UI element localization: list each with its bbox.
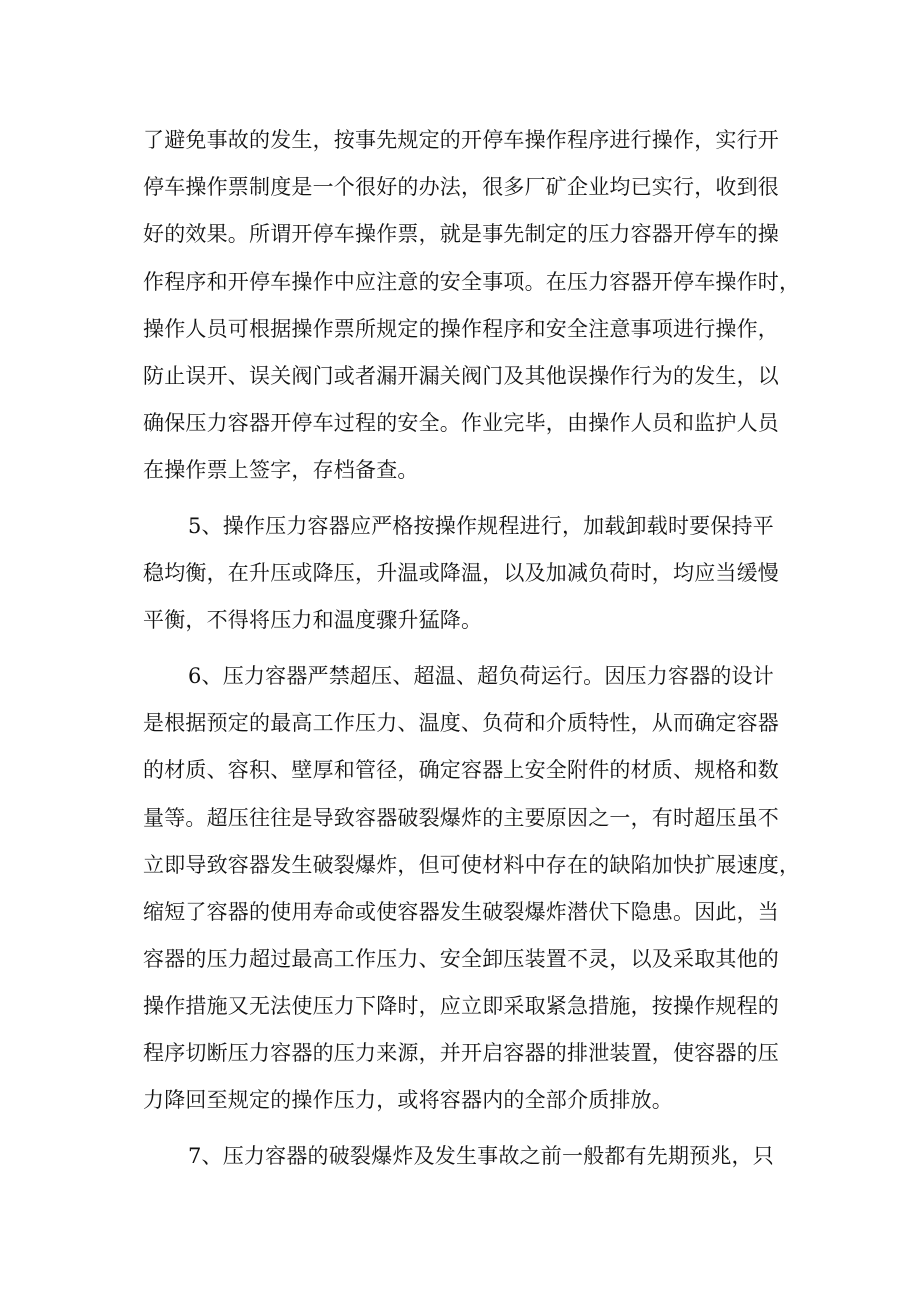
text-line: 在操作票上签字，存档备查。 bbox=[143, 458, 419, 482]
text-line: 操作人员可根据操作票所规定的操作程序和安全注意事项进行操作， bbox=[143, 317, 779, 341]
text-line: 力降回至规定的操作压力，或将容器内的全部介质排放。 bbox=[143, 1088, 673, 1112]
text-line: 是根据预定的最高工作压力、温度、负荷和介质特性，从而确定容器 bbox=[143, 711, 779, 735]
text-line: 平衡，不得将压力和温度骤升猛降。 bbox=[143, 608, 483, 632]
text-line: 了避免事故的发生，按事先规定的开停车操作程序进行操作，实行开 bbox=[143, 128, 779, 152]
text-line: 量等。超压往往是导致容器破裂爆炸的主要原因之一，有时超压虽不 bbox=[143, 806, 779, 830]
text-line: 好的效果。所谓开停车操作票，就是事先制定的压力容器开停车的操 bbox=[143, 222, 779, 246]
text-line: 的材质、容积、壁厚和管径，确定容器上安全附件的材质、规格和数 bbox=[143, 758, 779, 782]
text-line: 稳均衡，在升压或降压，升温或降温，以及加减负荷时，均应当缓慢 bbox=[143, 561, 779, 585]
text-line: 作程序和开停车操作中应注意的安全事项。在压力容器开停车操作时， bbox=[143, 270, 801, 294]
text-line: 停车操作票制度是一个很好的办法，很多厂矿企业均已实行，收到很 bbox=[143, 175, 779, 199]
paragraph-5-first-line: 5、操作压力容器应严格按操作规程进行，加载卸载时要保持平 bbox=[188, 514, 774, 538]
text-line: 缩短了容器的使用寿命或使容器发生破裂爆炸潜伏下隐患。因此，当 bbox=[143, 900, 779, 924]
text-line: 程序切断压力容器的压力来源，并开启容器的排泄装置，使容器的压 bbox=[143, 1041, 779, 1065]
paragraph-7-first-line: 7、压力容器的破裂爆炸及发生事故之前一般都有先期预兆，只 bbox=[188, 1144, 774, 1168]
paragraph-6-first-line: 6、压力容器严禁超压、超温、超负荷运行。因压力容器的设计 bbox=[188, 664, 774, 688]
text-line: 确保压力容器开停车过程的安全。作业完毕，由操作人员和监护人员 bbox=[143, 411, 779, 435]
text-line: 立即导致容器发生破裂爆炸，但可使材料中存在的缺陷加快扩展速度， bbox=[143, 853, 801, 877]
text-line: 防止误开、误关阀门或者漏开漏关阀门及其他误操作行为的发生，以 bbox=[143, 364, 779, 388]
text-line: 容器的压力超过最高工作压力、安全卸压装置不灵，以及采取其他的 bbox=[143, 947, 779, 971]
text-line: 操作措施又无法使压力下降时，应立即采取紧急措施，按操作规程的 bbox=[143, 994, 779, 1018]
